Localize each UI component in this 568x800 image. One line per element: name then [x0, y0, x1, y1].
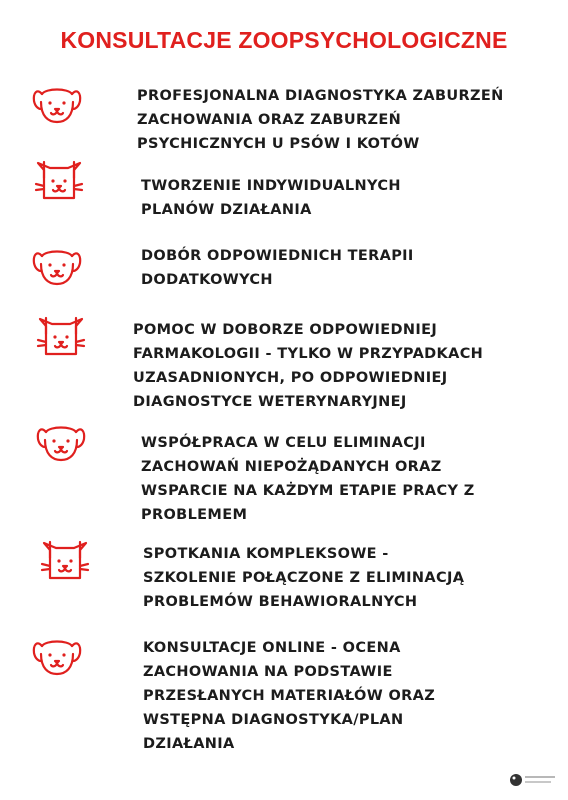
dog-face-icon [32, 244, 82, 288]
list-item: WSPÓŁPRACA W CELU ELIMINACJI ZACHOWAŃ NIEPOŻĄDANYCH ORAZ WSPARCIE NA KAŻDYM ETAPIE PRACY Z PROBLEMEM [141, 435, 475, 523]
dog-face-icon [36, 420, 86, 464]
watermark-logo [508, 770, 558, 790]
dog-face-icon [32, 634, 82, 678]
list-item: TWORZENIE INDYWIDUALNYCH PLANÓW DZIAŁANIA [141, 178, 401, 218]
cat-face-icon [36, 316, 86, 360]
dog-face-icon [32, 82, 82, 126]
list-item: KONSULTACJE ONLINE - OCENA ZACHOWANIA NA PODSTAWIE PRZESŁANYCH MATERIAŁÓW ORAZ WSTĘPNA DIAGNOSTYKA/PLAN DZIAŁANIA [143, 640, 436, 752]
list-item: PROFESJONALNA DIAGNOSTYKA ZABURZEŃ ZACHOWANIA ORAZ ZABURZEŃ PSYCHICZNYCH U PSÓW I KOTÓW [137, 88, 504, 152]
list-item: SPOTKANIA KOMPLEKSOWE - SZKOLENIE POŁĄCZONE Z ELIMINACJĄ PROBLEMÓW BEHAWIORALNYCH [143, 546, 465, 610]
list-item: DOBÓR ODPOWIEDNICH TERAPII DODATKOWYCH [141, 248, 414, 288]
list-item: POMOC W DOBORZE ODPOWIEDNIEJ FARMAKOLOGII - TYLKO W PRZYPADKACH UZASADNIONYCH, PO ODPOWIEDNIEJ DIAGNOSTYCE WETERYNARYJNEJ [133, 322, 484, 410]
page-title: KONSULTACJE ZOOPSYCHOLOGICZNE [60, 27, 508, 53]
cat-face-icon [40, 540, 90, 584]
cat-face-icon [34, 160, 84, 204]
